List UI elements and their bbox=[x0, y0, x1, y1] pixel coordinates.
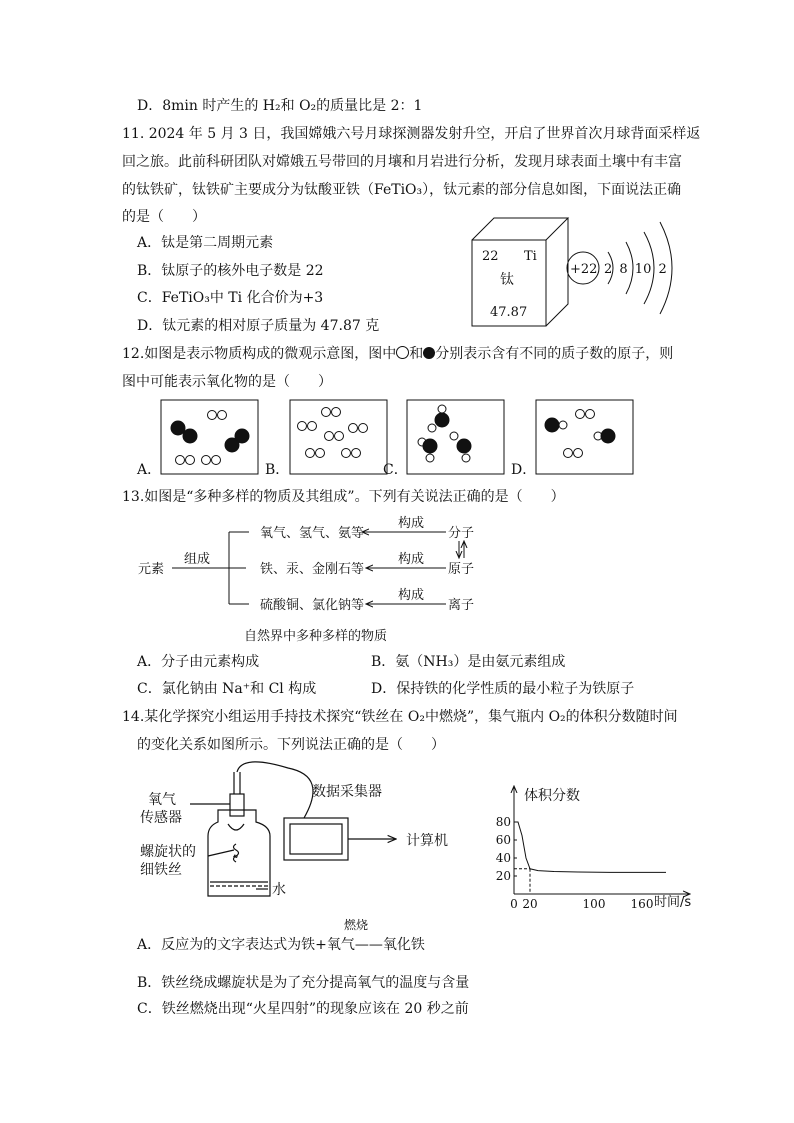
series-line-0 bbox=[514, 822, 666, 872]
q12-text-line1: 12.如图是表示物质构成的微观示意图，图中 和 分别表示含有不同的质子数的原子，则 bbox=[122, 346, 674, 362]
q13-option-b: B．氨（NH₃）是由氨元素组成 bbox=[371, 654, 566, 670]
q13-text-line1: 13.如图是“多种多样的物质及其组成”。下列有关说法正确的是（ ） bbox=[122, 489, 565, 505]
q11-option-a: A．钛是第二周期元素 bbox=[137, 235, 274, 251]
y-tick-label-20: 20 bbox=[495, 869, 511, 883]
y-tick-label-60: 60 bbox=[495, 833, 511, 847]
oxygen-volume-chart bbox=[490, 782, 700, 912]
q11-text-line2: 回之旅。此前科研团队对嫦娥五号带回的月壤和月岩进行分析，发现月球表面土壤中有丰富 bbox=[122, 154, 682, 170]
atom-nucleus-charge: +22 bbox=[570, 262, 598, 277]
element-atomic-number: 22 bbox=[482, 249, 499, 264]
q13-matter-diagram bbox=[134, 508, 494, 648]
q12-text-line2: 图中可能表示氧化物的是（ ） bbox=[122, 374, 332, 390]
q14-combustion-label: 燃烧 bbox=[344, 918, 369, 932]
label-water: 水 bbox=[272, 882, 286, 898]
black-atom-icon bbox=[423, 347, 435, 359]
q13-option-d: D．保持铁的化学性质的最小粒子为铁原子 bbox=[371, 681, 635, 697]
row-ionic-substances: 硫酸铜、氯化钠等 bbox=[260, 598, 365, 613]
q14-text-line1: 14.某化学探究小组运用手持技术探究“铁丝在 O₂中燃烧”，集气瓶内 O₂的体积分数随时间 bbox=[122, 709, 678, 725]
element-symbol: Ti bbox=[524, 249, 537, 264]
y-axis-label: 体积分数 bbox=[524, 788, 580, 804]
x-tick-label-20: 20 bbox=[522, 897, 538, 911]
q12-option-d: D． bbox=[511, 462, 537, 478]
white-atom-icon bbox=[396, 346, 409, 359]
q14-apparatus-diagram bbox=[138, 764, 478, 904]
node-lizi: 离子 bbox=[448, 598, 475, 613]
q12-option-c: C． bbox=[383, 462, 408, 478]
x-tick-label-100: 100 bbox=[582, 897, 606, 911]
label-goucheng-3: 构成 bbox=[398, 588, 425, 603]
q14-option-b: B．铁丝绕成螺旋状是为了充分提高氧气的温度与含量 bbox=[137, 975, 470, 991]
label-data-collector: 数据采集器 bbox=[312, 784, 382, 800]
q11-option-b: B．钛原子的核外电子数是 22 bbox=[137, 263, 324, 279]
x-tick-label-0: 0 bbox=[510, 897, 518, 911]
node-yuansu: 元素 bbox=[138, 562, 165, 577]
y-tick-label-80: 80 bbox=[495, 815, 511, 829]
row-molecular-substances: 氧气、氢气、氨等 bbox=[260, 526, 365, 541]
diagram-caption: 自然界中多种多样的物质 bbox=[244, 629, 388, 644]
row-atomic-substances: 铁、汞、金刚石等 bbox=[260, 562, 365, 577]
element-name: 钛 bbox=[500, 272, 514, 288]
q11-option-c: C．FeTiO₃中 Ti 化合价为+3 bbox=[137, 290, 324, 306]
label-oxygen-sensor-2: 传感器 bbox=[140, 810, 182, 826]
q13-option-a: A．分子由元素构成 bbox=[137, 654, 260, 670]
label-zucheng: 组成 bbox=[184, 552, 211, 567]
x-tick-label-160: 160 bbox=[630, 897, 654, 911]
q11-option-d: D．钛元素的相对原子质量为 47.87 克 bbox=[137, 318, 380, 334]
label-spiral-wire-2: 细铁丝 bbox=[140, 862, 182, 878]
y-tick-label-40: 40 bbox=[495, 851, 511, 865]
x-axis-label: 时间/s bbox=[654, 895, 692, 910]
q10-option-d: D．8min 时产生的 H₂和 O₂的质量比是 2：1 bbox=[137, 98, 423, 114]
node-yuanzi: 原子 bbox=[448, 562, 475, 577]
q12-option-b: B． bbox=[265, 462, 290, 478]
q13-option-c: C．氯化钠由 Na⁺和 Cl 构成 bbox=[137, 681, 317, 697]
q12-option-a: A． bbox=[137, 462, 162, 478]
atom-shell-electrons: 2 8 10 2 bbox=[604, 262, 667, 277]
label-oxygen-sensor-1: 氧气 bbox=[148, 792, 176, 808]
q14-text-line2: 的变化关系如图所示。下列说法正确的是（ ） bbox=[137, 737, 445, 753]
q11-text-line3: 的钛铁矿，钛铁矿主要成分为钛酸亚铁（FeTiO₃），钛元素的部分信息如图，下面说法正确 bbox=[122, 182, 682, 198]
node-fenzi: 分子 bbox=[448, 526, 475, 541]
label-goucheng-2: 构成 bbox=[398, 552, 425, 567]
titanium-element-figure bbox=[462, 212, 682, 336]
q14-option-a: A．反应为的文字表达式为铁+氧气——氧化铁 bbox=[137, 937, 425, 953]
q14-option-c: C．铁丝燃烧出现“火星四射”的现象应该在 20 秒之前 bbox=[137, 1001, 469, 1017]
q11-text-line4: 的是（ ） bbox=[122, 209, 206, 225]
label-spiral-wire-1: 螺旋状的 bbox=[140, 844, 196, 860]
element-atomic-mass: 47.87 bbox=[490, 305, 528, 320]
q11-text-line1: 11. 2024 年 5 月 3 日，我国嫦娥六号月球探测器发射升空，开启了世界首次月球背面采样返 bbox=[122, 126, 701, 142]
label-computer: 计算机 bbox=[406, 833, 448, 849]
label-goucheng-1: 构成 bbox=[398, 516, 425, 531]
